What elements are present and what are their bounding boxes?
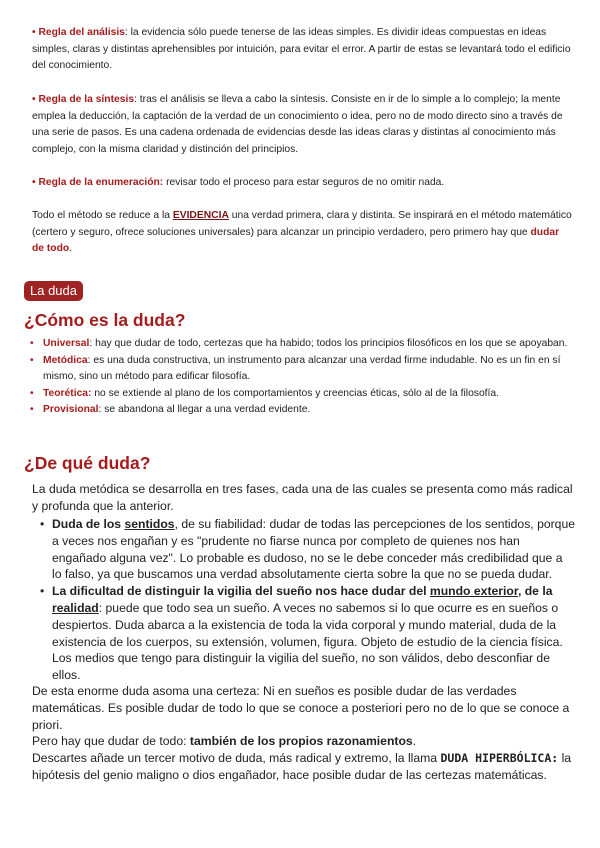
method-summary	[32, 208, 572, 258]
phase-title: Duda de los	[52, 517, 125, 531]
list-item	[40, 583, 575, 684]
duda-term: Teorética:	[43, 387, 92, 399]
bullet: •	[32, 94, 36, 105]
heading-de-que-duda: ¿De qué duda?	[24, 453, 151, 473]
closing-text: Pero hay que dudar de todo:	[32, 734, 190, 749]
intro-paragraph: La duda metódica se desarrolla en tres fases, cada una de las cuales se presenta como más radical y profunda que la anterior.	[32, 482, 573, 513]
duda-term: Metódica	[43, 354, 88, 366]
closing-text: la hipótesis del genio maligno o dios engañador, hace posible dudar de las certezas matemáticas.	[32, 751, 572, 782]
summary-text: Todo el método se reduce a la	[32, 210, 173, 221]
list-item	[30, 402, 575, 419]
bullet: •	[32, 177, 36, 188]
heading-como-es-la-duda: ¿Cómo es la duda?	[24, 310, 186, 330]
realidad-link[interactable]: realidad	[52, 600, 99, 615]
rule-text: : la evidencia sólo puede tenerse de las ideas simples. Es dividir ideas compuestas en ideas simples, claras y distintas aprehensibles por intuición, para evitar el error. A partir de estas se levantará todo el edificio del conocimiento.	[32, 27, 571, 72]
mundo-exterior-link[interactable]: mundo exterior	[429, 584, 518, 599]
duda-text: : se abandona al llegar a una verdad evidente.	[98, 404, 311, 416]
bullet: •	[30, 338, 34, 349]
phases-list	[40, 516, 575, 684]
list-item	[30, 386, 575, 403]
summary-text: .	[69, 243, 73, 255]
rule-analisis	[32, 25, 572, 75]
duda-text: : hay que dudar de todo, certezas que ha habido; todos los principios filosóficos en los que se apoyaban.	[89, 338, 568, 349]
phase-text: : puede que todo sea un sueño. A veces no sabemos si lo que ocurre es en sueños o despiertos. Duda abarca a la existencia de toda la vida corporal y mundo material, duda de la existencia de los cuerpos, su extensión, volumen, figura. Objeto de estudio de la ciencia física. Los medios que tengo para distinguir la vigilia del sueño, no son válidos, debo desconfiar de ellos.	[52, 600, 563, 683]
bullet: •	[30, 354, 34, 366]
bullet: •	[40, 517, 45, 531]
duda-types-list	[30, 336, 575, 419]
rule-text: : tras el análisis se lleva a cabo la síntesis. Consiste en ir de lo simple a lo complejo; la mente emplea la deducción, la captación de la verdad de un conocimiento o idea, pero no de modo directo sino a través de una serie de pasos. Es una cadena ordenada de evidencias desde las ideas claras y distintas al conocimiento más complejo, con la misma claridad y distinción del principios.	[32, 94, 563, 155]
closing-paragraph	[32, 733, 580, 750]
duda-term: Universal	[43, 338, 90, 349]
bullet: •	[32, 27, 36, 38]
phase-title: La dificultad de distinguir la vigilia del sueño nos hace dudar del	[52, 584, 430, 599]
duda-term: Provisional	[43, 404, 99, 416]
closing-paragraph	[32, 750, 580, 784]
bullet: •	[30, 387, 34, 399]
closing-text: .	[412, 734, 417, 749]
closing-text: Descartes añade un tercer motivo de duda, más radical y extremo, la llama	[32, 751, 441, 766]
rule-title: Regla del análisis	[38, 27, 125, 38]
rule-title: Regla de la síntesis	[38, 94, 135, 105]
duda-text: no se extiende al plano de los comportamientos y creencias éticas, sólo al de la filosofía.	[91, 387, 499, 399]
list-item	[30, 353, 575, 386]
rule-sintesis	[32, 92, 572, 158]
dudar-de-todo: dudar de todo	[32, 226, 560, 255]
evidencia-link[interactable]: EVIDENCIA	[172, 210, 229, 221]
list-item	[40, 516, 575, 583]
phase-text: , de su fiabilidad: dudar de todas las percepciones de los sentidos, porque a veces nos engañan y es "prudente no fiarse nunca por completo de quienes nos han engañado alguna vez". Lo probable es dudoso, no se le debe conceder más credibilidad que a lo falso, ya que buscamos una verdad absolutamente cierta sobre la que no se pueda dudar.	[52, 517, 576, 582]
closing-bold: también de los propios razonamientos	[189, 734, 413, 749]
rule-enumeracion	[32, 175, 572, 192]
duda-text: : es una duda constructiva, un instrumento para alcanzar una verdad firme indudable. No es un fin en sí mismo, sino un método para edificar filosofía.	[43, 354, 561, 383]
sentidos-link[interactable]: sentidos	[124, 517, 175, 531]
rule-text: revisar todo el proceso para estar seguros de no omitir nada.	[163, 177, 445, 188]
section-tag: La duda	[24, 281, 83, 301]
bullet: •	[30, 404, 34, 416]
rule-title: Regla de la enumeración:	[38, 177, 164, 188]
closing-paragraph: De esta enorme duda asoma una certeza: Ni en sueños es posible dudar de las verdades matemáticas. Es posible dudar de todo lo que se conoce a posteriori pero no de lo que se conoce a priori.	[32, 684, 570, 732]
summary-text: una verdad primera, clara y distinta. Se inspirará en el método matemático (certero y seguro, ofrece soluciones universales) para alcanzar un principio verdadero, pero primero hay que	[32, 210, 572, 238]
phase-title: , de la	[517, 584, 553, 599]
closing-block	[32, 683, 580, 784]
duda-hiperbolica: DUDA HIPERBÓLICA:	[440, 751, 559, 766]
list-item	[30, 336, 575, 353]
bullet: •	[40, 584, 45, 599]
